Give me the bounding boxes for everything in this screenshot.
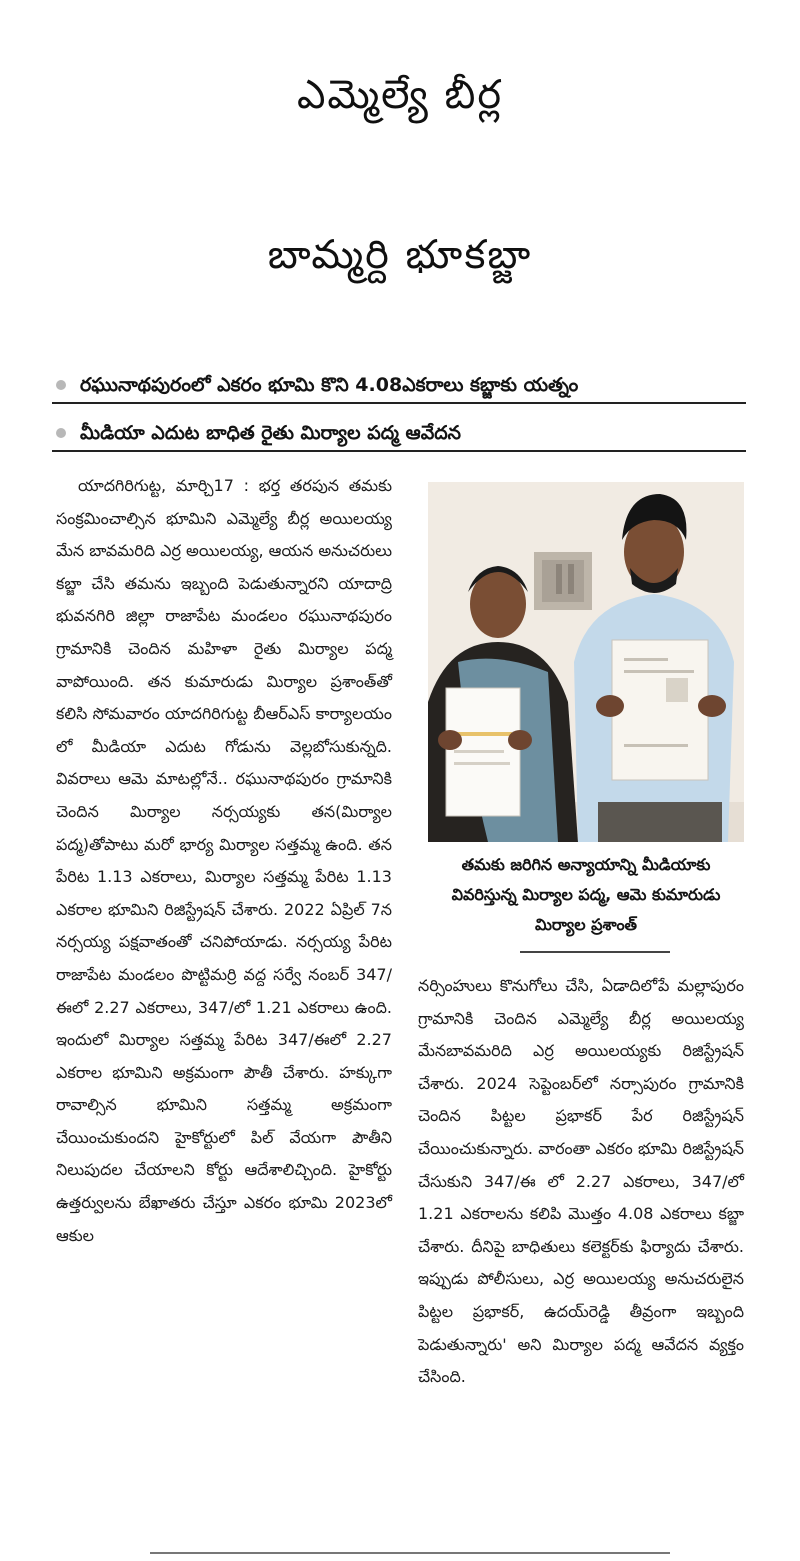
article-column-right: [418, 970, 744, 1394]
subheading-2: [52, 416, 746, 452]
article-column-left: [56, 470, 392, 1252]
headline-line-2: బామ్మర్ది భూకబ్జా: [267, 232, 533, 278]
bullet-icon: [56, 428, 66, 438]
headline-line-1: ఎమ్మెల్యే బీర్ల: [296, 72, 504, 118]
news-photo: [428, 482, 744, 842]
article-body-right: నర్సింహులు కొనుగోలు చేసి, ఏడాదిలోపే మల్లాపురం గ్రామానికి చెందిన ఎమ్మెల్యే బీర్ల అయిలయ్య మేనబావమరిది ఎర్ర అయిలయ్యకు రిజిస్ట్రేషన్ చేశారు. 2024 సెప్టెంబర్‌లో నర్సాపురం గ్రామానికి చెందిన పిట్టల ప్రభాకర్ పేర రిజిస్ట్రేషన్ చేయించుకున్నారు. వారంతా ఎకరం భూమి రిజిస్ట్రేషన్ చేసుకుని 347/ఈ లో 2.27 ఎకరాలు, 347/లో 1.21 ఎకరాలను కలిపి మొత్తం 4.08 ఎకరాలు కబ్జా చేశారు. దీనిపై బాధితులు కలెక్టర్‌కు ఫిర్యాదు చేశారు. ఇప్పుడు పోలీసులు, ఎర్ర అయిలయ్య అనుచరులైన పిట్టల ప్రభాకర్, ఉదయ్‌రెడ్డి తీవ్రంగా ఇబ్బంది పెడుతున్నారు' అని మిర్యాల పద్మ ఆవేదన వ్యక్తం చేసింది.: [418, 976, 744, 1387]
subheading-1: [52, 368, 746, 404]
photo-caption: తమకు జరిగిన అన్యాయాన్ని మీడియాకు వివరిస్తున్న మిర్యాల పద్మ, ఆమె కుమారుడు మిర్యాల ప్రశాంత్: [451, 855, 721, 934]
article-body-left: యాదగిరిగుట్ట, మార్చి17 : భర్త తరపున తమకు సంక్రమించాల్సిన భూమిని ఎమ్మెల్యే బీర్ల అయిలయ్య మేన బావమరిది ఎర్ర అయిలయ్య, ఆయన అనుచరులు కబ్జా చేసి తమను ఇబ్బంది పెడుతున్నారని యాదాద్రి భువనగిరి జిల్లా రాజాపేట మండలం రఘునాథపురం గ్రామానికి చెందిన మహిళా రైతు మిర్యాల పద్మ వాపోయింది. తన కుమారుడు మిర్యాల ప్రశాంత్‌తో కలిసి సోమవారం యాదగిరిగుట్ట బీఆర్ఎస్ కార్యాలయం లో మీడియా ఎదుట గోడును వెల్లబోసుకున్నది. వివరాలు ఆమె మాటల్లోనే.. రఘునాథపురం గ్రామానికి చెందిన మిర్యాల నర్సయ్యకు తన(మిర్యాల పద్మ)తోపాటు మరో భార్య మిర్యాల సత్తమ్మ ఉంది. తన పేరిట 1.13 ఎకరాలు, మిర్యాల సత్తమ్మ పేరిట 1.13 ఎకరాల భూమిని రిజిస్ట్రేషన్ చేశారు. 2022 ఏప్రిల్ 7న నర్సయ్య పక్షవాతంతో చనిపోయాడు. నర్సయ్య పేరిట రాజాపేట మండలం పొట్టిమర్రి వద్ద సర్వే నంబర్ 347/ఈలో 2.27 ఎకరాలు, 347/లో 1.21 ఎకరాలు ఉంది. ఇందులో మిర్యాల సత్తమ్మ పేరిట 347/ఈలో 2.27 ఎకరాల భూమిని అక్రమంగా పౌతీ చేశారు. హక్కుగా రావాల్సిన భూమిని సత్తమ్మ అక్రమంగా చేయించుకుందని హైకోర్టులో పిల్ వేయగా పౌతీని నిలుపుదల చేయాలని కోర్టు ఆదేశాలిచ్చింది. హైకోర్టు ఉత్తర్వులను బేఖాతరు చేస్తూ ఎకరం భూమి 2023లో ఆకుల: [56, 476, 392, 1245]
photo-illustration: [428, 482, 744, 842]
caption-divider: [520, 951, 670, 953]
subheading-2-text: మీడియా ఎదుట బాధిత రైతు మిర్యాల పద్మ ఆవేదన: [80, 422, 461, 444]
subheading-1-text: రఘునాథపురంలో ఎకరం భూమి కొని 4.08ఎకరాలు కబ్జాకు యత్నం: [80, 374, 579, 396]
bullet-icon: [56, 380, 66, 390]
bottom-divider: [150, 1552, 670, 1554]
